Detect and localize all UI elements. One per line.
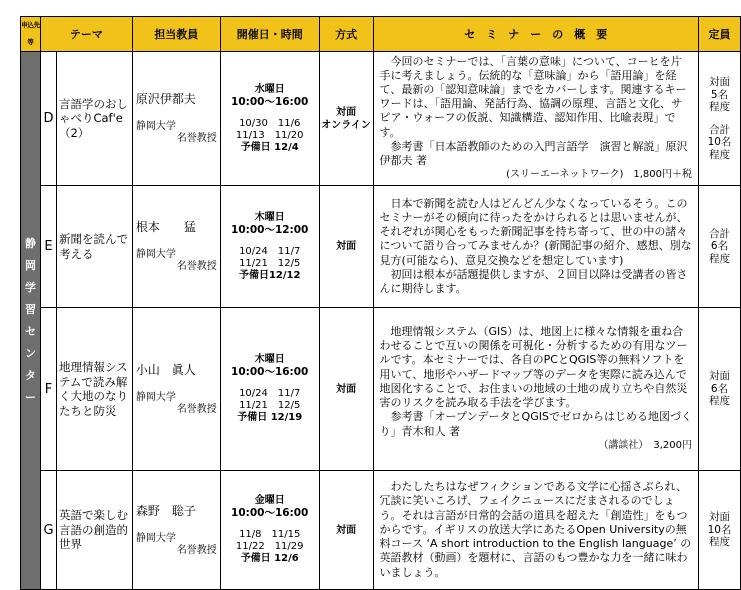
method-cell	[319, 52, 373, 186]
method-cell	[319, 471, 373, 590]
capacity-cell	[699, 471, 741, 590]
seminar-day: 木曜日	[254, 354, 285, 365]
teacher-name: 森野 聡子	[135, 503, 196, 518]
summary-text: 今回のセミナーでは、「言葉の意味」について、コーヒを片手に考えましょう。伝統的な「意味論」から「語用論」を経て、最新の「認知意味論」までをカバーします。関連するキーワードは、「語用論、発話行為、協調の原理、言語と文化、サピア・ウォーフの仮説、知識構造、認知作用、比喩表現」です。	[379, 54, 687, 139]
capacity-line: 6名	[710, 240, 729, 253]
seminar-day: 金曜日	[254, 495, 285, 506]
summary-text-2: 初回は根本が話題提供しますが、２回目以降は受講者の皆さんに期待します。	[379, 267, 688, 295]
capacity-line: 5名	[710, 88, 729, 101]
datetime-cell	[220, 186, 319, 308]
seminar-theme: 地理情報システムで読み解く大地のなりたちと防災	[56, 308, 132, 471]
seminar-letter: F	[40, 308, 56, 471]
seminar-table	[20, 16, 741, 590]
capacity-line: 合計	[709, 227, 730, 240]
seminar-row-d	[21, 52, 741, 186]
seminar-theme: 言語学のおしゃべりCaf'e（2）	[56, 52, 132, 186]
reserve-date: 予備日 12/6	[240, 553, 299, 564]
summary-text: 地理情報システム（GIS）は、地図上に様々な情報を重ね合わせることで互いの関係を可視化・分析するための有用なツールです。本セミナーでは、各自のPCとQGIS等の無料ソフトを用いて、地形やハザードマップ等のデータを実際に読み込んで地図化することで、お住まいの地域の土地の成り立ちや自然災害のリスクを読み取る手法を学びます。	[379, 325, 688, 410]
seminar-dates-line: 10/30 11/6	[239, 117, 301, 129]
teacher-cell	[132, 308, 220, 471]
summary-cell	[373, 471, 698, 590]
summary-cell	[373, 52, 698, 186]
capacity-line: 10名	[707, 523, 732, 536]
teacher-name: 小山 眞人	[135, 362, 196, 377]
method-cell	[319, 308, 373, 471]
teacher-title: 名誉教授	[176, 544, 217, 556]
capacity-line: 対面	[709, 76, 730, 88]
header-row	[21, 17, 741, 52]
capacity-line: 程度	[709, 536, 730, 549]
seminar-theme: 英語で楽しむ言語の創造的世界	[56, 471, 132, 590]
seminar-day: 木曜日	[254, 211, 285, 223]
capacity-line: 10名	[707, 136, 732, 148]
header-capacity: 定員	[699, 17, 741, 52]
reserve-date: 予備日 12/19	[237, 412, 303, 423]
teacher-cell	[132, 52, 220, 186]
seminar-table-container	[20, 16, 741, 590]
summary-text: わたしたちはなぜフィクションである文学に心揺さぶられ、冗談に笑いころげ、フェイクニュースにだまされるのでしょう。それは言語が日常的会話の道具を超えた「創造性」をもつからです。イギリスの放送大学にあたるOpen Universityの無料コース ‘A short introduction to the English language’ の英語教材（動画）を題材に、言語のもつ豊かな力を一緒に味わいましょう。	[379, 480, 692, 579]
header-theme: テーマ	[40, 17, 132, 52]
seminar-time: 10:00～16:00	[231, 507, 309, 519]
capacity-line: 程度	[709, 252, 730, 265]
teacher-name: 原沢伊都夫	[135, 92, 196, 106]
seminar-dates-line: 11/13 11/20	[235, 129, 304, 141]
teacher-title: 名誉教授	[176, 261, 217, 272]
seminar-dates-line: 11/21 12/5	[239, 257, 301, 269]
datetime-cell	[220, 52, 319, 186]
header-teacher: 担当教員	[132, 17, 220, 52]
method-line: 対面	[336, 383, 357, 395]
seminar-time: 10:00～16:00	[231, 366, 309, 378]
publisher-text: (スリーエーネットワーク) 1,800円＋税	[506, 169, 693, 181]
summary-cell	[373, 308, 698, 471]
seminar-day: 水曜日	[254, 83, 285, 95]
header-datetime: 開催日・時間	[220, 17, 319, 52]
seminar-row-e	[21, 186, 741, 308]
seminar-row-f	[21, 308, 741, 471]
seminar-row-g	[21, 471, 741, 590]
reserve-date: 予備日12/12	[238, 269, 301, 281]
seminar-time: 10:00～16:00	[231, 95, 309, 108]
capacity-line: 合計	[709, 123, 730, 136]
teacher-affiliation: 静岡大学	[135, 532, 176, 544]
teacher-cell	[132, 471, 220, 590]
method-line: オンライン	[321, 119, 371, 131]
teacher-cell	[132, 186, 220, 308]
seminar-dates-line: 11/22 11/29	[235, 541, 304, 552]
reserve-date: 予備日 12/4	[240, 141, 299, 153]
header-application: 申込先等	[21, 17, 41, 52]
teacher-affiliation: 静岡大学	[135, 121, 176, 132]
seminar-dates-line: 11/21 12/5	[239, 400, 301, 411]
seminar-letter: D	[40, 52, 56, 186]
seminar-letter: E	[40, 186, 56, 308]
capacity-line: 程度	[709, 148, 730, 161]
capacity-line: 6名	[710, 382, 729, 395]
capacity-line: 程度	[709, 101, 730, 113]
method-line: 対面	[336, 106, 357, 118]
summary-text: 日本で新聞を読む人はどんどん少なくなっているそう。このセミナーがその傾向に待ったをかけられるとは思いませんが、それぞれが関心をもった新聞記事を持ち寄って、世の中の諸々について語り合ってみませんか？(新聞記事の紹介、感想、別な見方(可能なら)、意見交換などを想定しています)	[379, 196, 692, 267]
seminar-dates-line: 10/24 11/7	[239, 245, 301, 257]
center-label: 静岡学習センター	[24, 236, 36, 404]
reference-text: 参考書「日本語教師のための入門言語学 演習と解説」原沢伊都夫 著	[379, 139, 688, 167]
teacher-title: 名誉教授	[176, 133, 217, 144]
reference-text: 参考書「オープンデータとQGISでゼロからはじめる地図づくり」青木和人 著	[379, 410, 692, 438]
method-line: 対面	[336, 241, 357, 252]
teacher-title: 名誉教授	[176, 403, 217, 415]
capacity-cell	[699, 308, 741, 471]
seminar-dates-line: 10/24 11/7	[239, 388, 301, 399]
center-label-cell	[21, 52, 41, 590]
seminar-time: 10:00～12:00	[231, 223, 309, 236]
teacher-affiliation: 静岡大学	[135, 249, 176, 260]
capacity-line: 対面	[709, 370, 730, 383]
method-line: 対面	[336, 524, 357, 536]
publisher-text: （講談社） 3,200円	[598, 439, 693, 451]
capacity-cell	[699, 52, 741, 186]
summary-cell	[373, 186, 698, 308]
header-method: 方式	[319, 17, 373, 52]
capacity-cell	[699, 186, 741, 308]
seminar-dates-line: 11/8 11/15	[239, 529, 301, 540]
seminar-theme: 新聞を読んで考える	[56, 186, 132, 308]
teacher-name: 根本 猛	[135, 220, 196, 234]
datetime-cell	[220, 471, 319, 590]
seminar-letter: G	[40, 471, 56, 590]
teacher-affiliation: 静岡大学	[135, 391, 176, 403]
capacity-line: 対面	[709, 511, 730, 524]
method-cell	[319, 186, 373, 308]
header-summary: セ ミ ナ ー の 概 要	[373, 17, 698, 52]
capacity-line: 程度	[709, 395, 730, 408]
datetime-cell	[220, 308, 319, 471]
